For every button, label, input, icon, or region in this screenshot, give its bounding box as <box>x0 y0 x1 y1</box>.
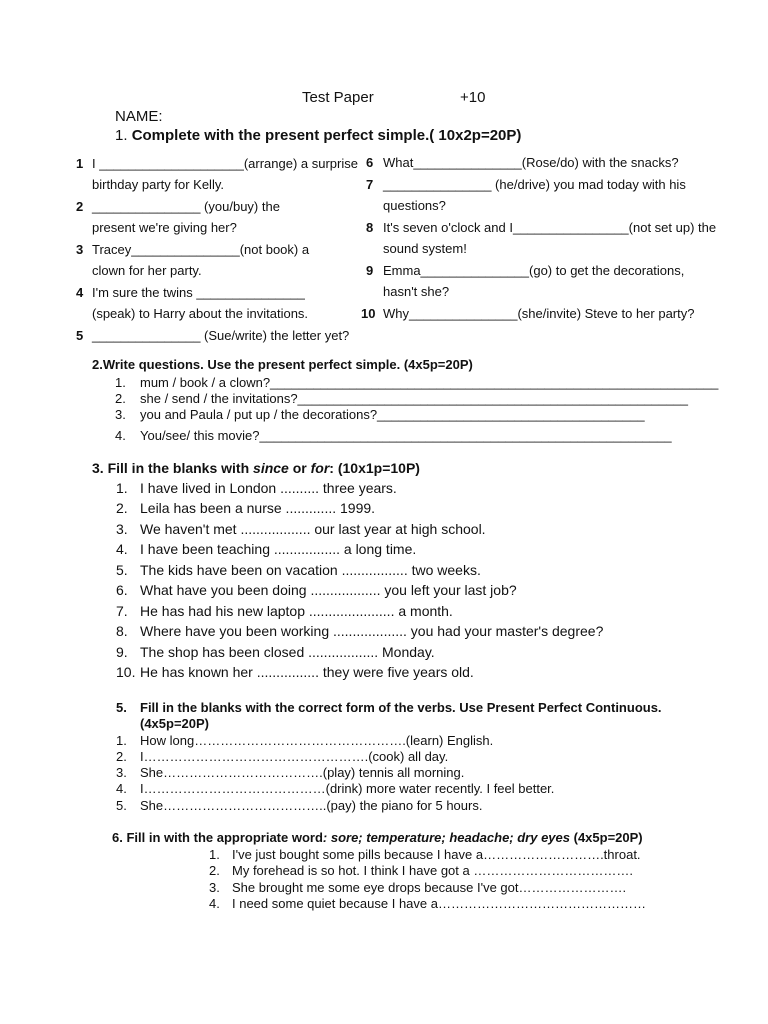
list-number: 9. <box>116 644 128 660</box>
item-line: clown for her party. <box>92 263 202 278</box>
list-item: Where have you been working ................... you had your master's degree? <box>140 623 604 639</box>
list-number: 1. <box>116 480 128 496</box>
list-item: He has had his new laptop ...................... a month. <box>140 603 453 619</box>
item-number: 8 <box>366 220 374 235</box>
list-item: How long………………………………………….(learn) English. <box>140 733 494 748</box>
list-number: 3. <box>116 521 128 537</box>
list-item: I have been teaching ................. a long time. <box>140 541 417 557</box>
list-item: I have lived in London .......... three years. <box>140 480 397 496</box>
section1-title: Complete with the present perfect simple.( 10x2p=20P) <box>131 127 522 144</box>
list-number: 3. <box>116 765 127 780</box>
item-line: It's seven o'clock and I________________(not set up) the <box>383 220 717 235</box>
list-item: She brought me some eye drops because I've got……………………. <box>232 880 627 895</box>
list-item: You/see/ this movie?_________________________________________________________ <box>140 428 672 443</box>
list-number: 1. <box>115 375 126 390</box>
item-line: birthday party for Kelly. <box>92 177 224 192</box>
list-number: 7. <box>116 603 128 619</box>
list-number: 4. <box>209 896 220 911</box>
list-item: mum / book / a clown?______________________________________________________________ <box>140 375 719 390</box>
since-word: since <box>253 460 289 476</box>
item-line: Tracey_______________(not book) a <box>92 242 310 257</box>
or-word: or <box>288 460 311 476</box>
list-item: I……………………………………(drink) more water recently. I feel better. <box>140 781 555 796</box>
list-item: She……………………………….(play) tennis all morning. <box>140 765 465 780</box>
section5-points: (4x5p=20P) <box>140 716 210 731</box>
item-number: 2 <box>76 199 84 214</box>
list-item: Leila has been a nurse ............. 1999. <box>140 500 376 516</box>
item-line: _______________ (Sue/write) the letter yet? <box>92 328 350 343</box>
item-number: 10 <box>361 306 376 321</box>
list-item: The shop has been closed .................. Monday. <box>140 644 435 660</box>
item-line: questions? <box>383 198 446 213</box>
list-number: 5. <box>116 798 127 813</box>
list-item: She………………………………..(pay) the piano for 5 hours. <box>140 798 483 813</box>
item-line: I'm sure the twins _______________ <box>92 285 305 300</box>
item-line: sound system! <box>383 241 467 256</box>
item-number: 6 <box>366 155 374 170</box>
list-number: 10. <box>116 664 136 680</box>
list-number: 2. <box>115 391 126 406</box>
section2-heading: 2.Write questions. Use the present perfect simple. (4x5p=20P) <box>92 357 473 372</box>
section3-points: : (10x1p=10P) <box>329 460 420 476</box>
item-line: What_______________(Rose/do) with the snacks? <box>383 155 679 170</box>
section3-heading <box>92 460 420 476</box>
item-number: 7 <box>366 177 374 192</box>
list-item: We haven't met .................. our last year at high school. <box>140 521 486 537</box>
section1-number: 1. <box>115 127 128 144</box>
for-word: for <box>310 460 330 476</box>
item-number: 4 <box>76 285 84 300</box>
section5-heading: Fill in the blanks with the correct form of the verbs. Use Present Perfect Continuous. <box>140 700 662 715</box>
item-line: present we're giving her? <box>92 220 237 235</box>
list-item: My forehead is so hot. I think I have got a ………………………………. <box>232 863 633 878</box>
list-number: 2. <box>209 863 220 878</box>
item-line: hasn't she? <box>383 284 450 299</box>
item-line: _______________ (he/drive) you mad today with his <box>383 177 686 192</box>
list-number: 6. <box>116 582 128 598</box>
section5-number: 5. <box>116 700 127 715</box>
list-number: 3. <box>115 407 126 422</box>
list-number: 2. <box>116 749 127 764</box>
list-item: I've just bought some pills because I have a……………………….throat. <box>232 847 641 862</box>
list-number: 4. <box>115 428 126 443</box>
item-line: Emma_______________(go) to get the decorations, <box>383 263 685 278</box>
list-number: 8. <box>116 623 128 639</box>
list-item: The kids have been on vacation ................. two weeks. <box>140 562 481 578</box>
page-title: Test Paper <box>302 89 374 106</box>
item-number: 9 <box>366 263 374 278</box>
list-number: 4. <box>116 541 128 557</box>
section6-word-list: : sore; temperature; headache; dry eyes <box>322 830 571 845</box>
list-number: 1. <box>209 847 220 862</box>
item-line: I ____________________(arrange) a surprise <box>92 156 358 171</box>
list-item: What have you been doing .................. you left your last job? <box>140 582 517 598</box>
list-item: He has known her ................ they were five years old. <box>140 664 474 680</box>
section6-heading-prefix: 6. Fill in with the appropriate word <box>112 830 323 845</box>
item-line: Why_______________(she/invite) Steve to her party? <box>383 306 695 321</box>
section1-heading <box>115 127 521 144</box>
list-number: 2. <box>116 500 128 516</box>
list-item: I need some quiet because I have a………………………………………… <box>232 896 646 911</box>
name-label: NAME: <box>115 108 163 125</box>
score-label: +10 <box>460 89 486 106</box>
item-line: (speak) to Harry about the invitations. <box>92 306 309 321</box>
item-number: 5 <box>76 328 84 343</box>
list-number: 5. <box>116 562 128 578</box>
list-number: 4. <box>116 781 127 796</box>
section6-points: (4x5p=20P) <box>570 830 643 845</box>
item-number: 1 <box>76 156 84 171</box>
list-number: 1. <box>116 733 127 748</box>
section3-heading-prefix: 3. Fill in the blanks with <box>92 460 254 476</box>
section6-heading <box>112 830 643 845</box>
item-line: _______________ (you/buy) the <box>92 199 280 214</box>
list-number: 3. <box>209 880 220 895</box>
list-item: I…………………………………………….(cook) all day. <box>140 749 449 764</box>
list-item: she / send / the invitations?______________________________________________________ <box>140 391 688 406</box>
list-item: you and Paula / put up / the decorations?_____________________________________ <box>140 407 645 422</box>
item-number: 3 <box>76 242 84 257</box>
